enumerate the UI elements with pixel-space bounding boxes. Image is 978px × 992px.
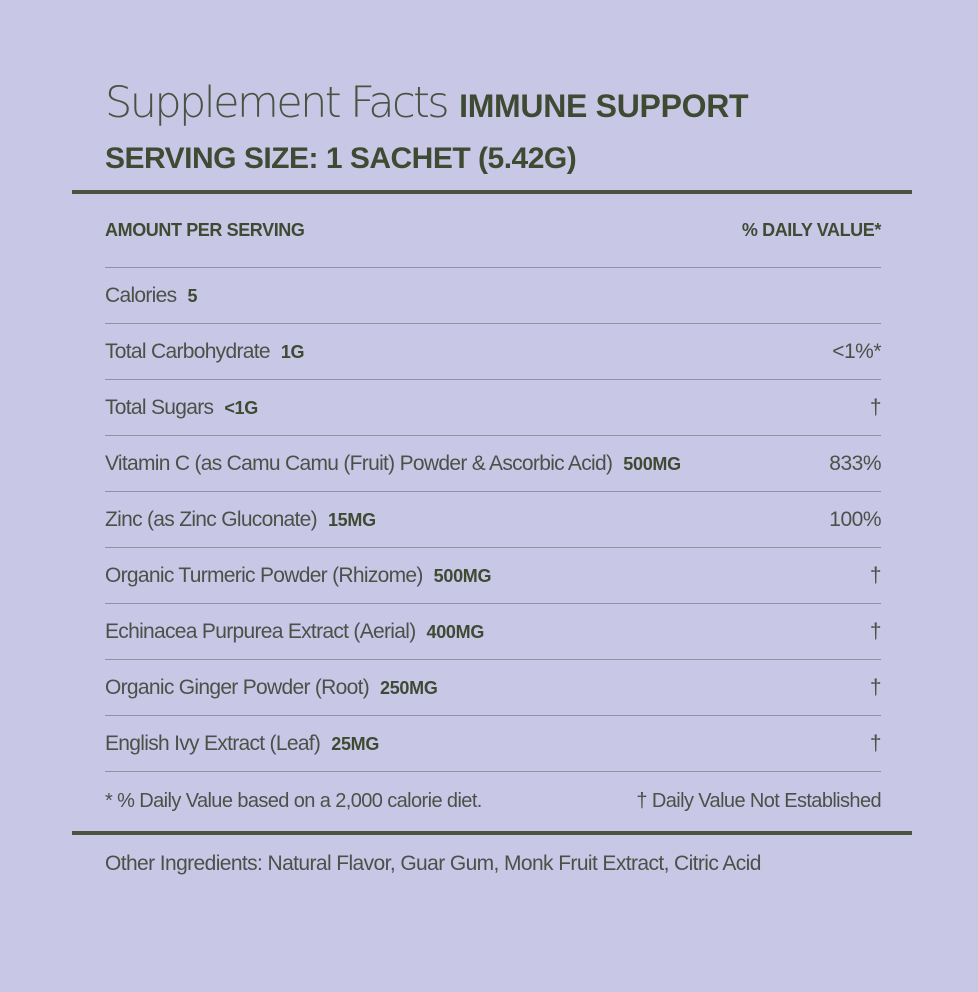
nutrient-amount: 5 bbox=[187, 285, 198, 306]
daily-value: † bbox=[869, 395, 881, 419]
not-established-footnote: † Daily Value Not Established bbox=[636, 790, 881, 812]
daily-value: 833% bbox=[829, 451, 881, 475]
nutrient-amount: 500MG bbox=[623, 453, 681, 474]
daily-value: 100% bbox=[829, 507, 881, 531]
nutrient-amount: 500MG bbox=[433, 565, 492, 586]
serving-size: SERVING SIZE: 1 SACHET (5.42G) bbox=[105, 142, 577, 175]
nutrient-amount: <1G bbox=[224, 397, 258, 418]
nutrient-cell bbox=[105, 284, 197, 308]
table-row bbox=[105, 324, 881, 380]
other-ingredients: Other Ingredients: Natural Flavor, Guar Gum, Monk Fruit Extract, Citric Acid bbox=[105, 852, 761, 875]
table-row bbox=[105, 548, 881, 604]
nutrient-name: Total Carbohydrate bbox=[105, 339, 270, 363]
nutrient-cell bbox=[105, 508, 376, 532]
panel-title: Supplement Facts bbox=[105, 78, 448, 128]
daily-value-header: % DAILY VALUE* bbox=[741, 220, 881, 240]
nutrient-name: Total Sugars bbox=[105, 395, 214, 419]
daily-value: † bbox=[869, 731, 881, 755]
nutrient-name: Vitamin C (as Camu Camu (Fruit) Powder & Ascorbic Acid) bbox=[105, 451, 613, 475]
nutrient-name: English Ivy Extract (Leaf) bbox=[105, 731, 321, 755]
daily-value-footnote: * % Daily Value based on a 2,000 calorie diet. bbox=[105, 790, 482, 812]
table-row bbox=[105, 436, 881, 492]
nutrient-cell bbox=[105, 340, 304, 364]
bottom-divider bbox=[72, 831, 912, 835]
nutrient-amount: 25MG bbox=[331, 733, 380, 754]
daily-value: † bbox=[869, 675, 881, 699]
nutrient-name: Calories bbox=[105, 283, 177, 307]
nutrient-name: Organic Ginger Powder (Root) bbox=[105, 675, 370, 699]
title-line bbox=[105, 78, 912, 138]
nutrient-amount: 1G bbox=[280, 341, 305, 362]
nutrient-cell bbox=[105, 452, 681, 476]
table-row bbox=[105, 604, 881, 660]
nutrient-name: Organic Turmeric Powder (Rhizome) bbox=[105, 563, 423, 587]
table-header-row bbox=[105, 194, 881, 268]
nutrient-cell bbox=[105, 396, 258, 420]
supplement-facts-panel bbox=[72, 78, 912, 876]
nutrient-cell bbox=[105, 676, 438, 700]
facts-table bbox=[105, 194, 881, 831]
daily-value: † bbox=[869, 619, 881, 643]
amount-per-serving-header: AMOUNT PER SERVING bbox=[105, 220, 305, 240]
table-row bbox=[105, 716, 881, 772]
nutrient-cell bbox=[105, 564, 491, 588]
nutrient-cell bbox=[105, 620, 484, 644]
table-row bbox=[105, 660, 881, 716]
nutrient-amount: 15MG bbox=[327, 509, 376, 530]
nutrient-name: Echinacea Purpurea Extract (Aerial) bbox=[105, 619, 416, 643]
daily-value: <1%* bbox=[832, 339, 881, 363]
nutrient-cell bbox=[105, 732, 379, 756]
nutrient-amount: 400MG bbox=[426, 621, 485, 642]
daily-value: † bbox=[869, 563, 881, 587]
table-row bbox=[105, 268, 881, 324]
nutrient-amount: 250MG bbox=[380, 677, 438, 698]
footnote-row bbox=[105, 772, 881, 831]
product-name: IMMUNE SUPPORT bbox=[459, 88, 749, 124]
nutrient-name: Zinc (as Zinc Gluconate) bbox=[105, 507, 317, 531]
table-row bbox=[105, 380, 881, 436]
table-row bbox=[105, 492, 881, 548]
